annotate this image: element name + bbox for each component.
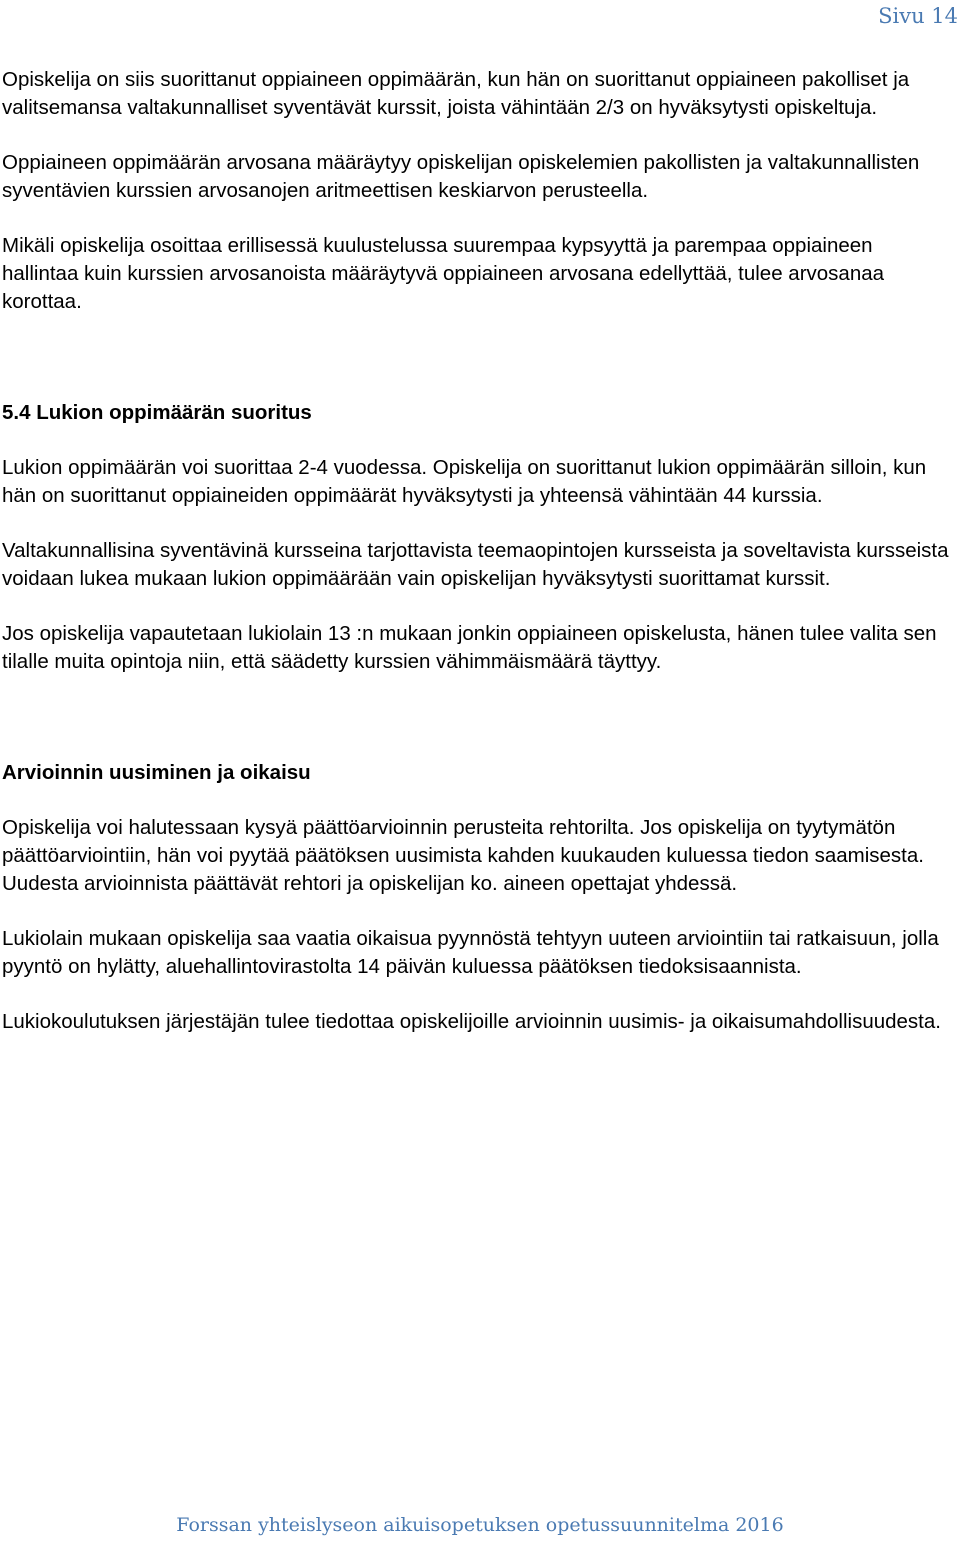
paragraph-information: Lukiokoulutuksen järjestäjän tulee tiedottaa opiskelijoille arvioinnin uusimis- ja oikaisumahdollisuudesta.: [2, 1010, 941, 1033]
paragraph-theme-courses: Valtakunnallisina syventävinä kursseina tarjottavista teemaopintojen kursseista ja soveltavista kursseista voidaan lukea mukaan lukion oppimäärään vain opiskelijan hyväksytysti suorittamat kurssit.: [2, 539, 949, 590]
sub-heading: Arvioinnin uusiminen ja oikaisu: [2, 761, 311, 784]
section-heading: 5.4 Lukion oppimäärän suoritus: [2, 401, 312, 424]
paragraph-grade-raise: Mikäli opiskelija osoittaa erillisessä kuulustelussa suurempaa kypsyyttä ja parempaa oppiaineen hallintaa kuin kurssien arvosanoista määräytyvä oppiaineen arvosana edellyttää, tulee arvosanaa korottaa.: [2, 234, 885, 313]
paragraph-reassessment: Opiskelija voi halutessaan kysyä päättöarvioinnin perusteita rehtorilta. Jos opiskelija on tyytymätön päättöarviointiin, hän voi pyytää päätöksen uusimista kahden kuukauden kuluessa tiedon saamisesta. Uudesta arvioinnista päättävät rehtori ja opiskelijan ko. aineen opettajat yhdessä.: [2, 816, 924, 895]
paragraph-course-completion: Opiskelija on siis suorittanut oppiaineen oppimäärän, kun hän on suorittanut oppiaineen pakolliset ja valitsemansa valtakunnalliset syventävät kurssit, joista vähintään 2/3 on hyväksytysti opiskeltuja.: [2, 68, 910, 119]
paragraph-grade-determination: Oppiaineen oppimäärän arvosana määräytyy opiskelijan opiskelemien pakollisten ja valtakunnallisten syventävien kurssien arvosanojen aritmeettisen keskiarvon perusteella.: [2, 151, 920, 202]
paragraph-syllabus-duration: Lukion oppimäärän voi suorittaa 2-4 vuodessa. Opiskelija on suorittanut lukion oppimäärän silloin, kun hän on suorittanut oppiaineiden oppimäärät hyväksytysti ja yhteensä vähintään 44 kurssia.: [2, 456, 927, 507]
page-number: Sivu 14: [878, 4, 958, 28]
footer-text: Forssan yhteislyseon aikuisopetuksen opetussuunnitelma 2016: [176, 1514, 784, 1536]
page-footer: [0, 1514, 960, 1552]
document-body: [2, 66, 954, 1036]
paragraph-exemption: Jos opiskelija vapautetaan lukiolain 13 :n mukaan jonkin oppiaineen opiskelusta, hänen tulee valita sen tilalle muita opintoja niin, että säädetty kurssien vähimmäismäärä täyttyy.: [2, 622, 937, 673]
paragraph-correction: Lukiolain mukaan opiskelija saa vaatia oikaisua pyynnöstä tehtyyn uuteen arviointiin tai ratkaisuun, jolla pyyntö on hylätty, aluehallintovirastolta 14 päivän kuluessa päätöksen tiedoksisaannista.: [2, 927, 939, 978]
